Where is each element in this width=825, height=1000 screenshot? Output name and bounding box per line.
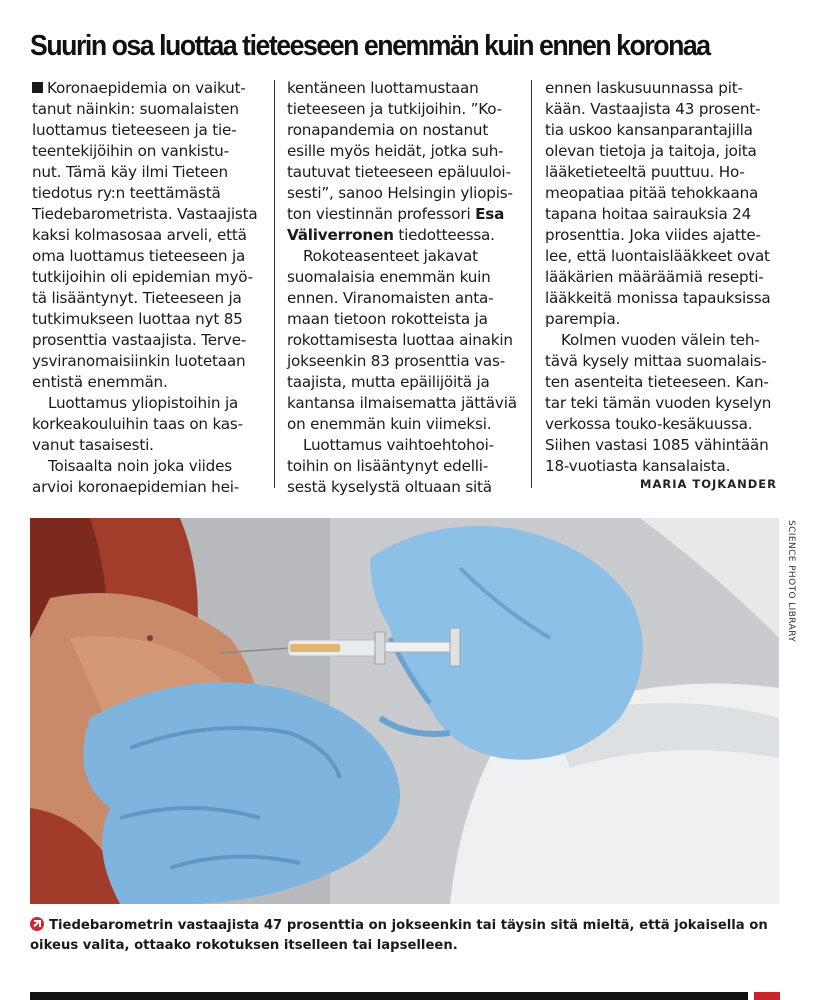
text-line: meopatiaa pitää tehokkaana xyxy=(545,184,759,202)
text-line: ten asenteita tieteeseen. Kan- xyxy=(545,373,769,391)
text-line: sestä kyselystä oltuaan sitä xyxy=(287,478,492,496)
text-line: tar teki tämän vuoden kyselyn xyxy=(545,394,772,412)
text-line: tieteeseen ja tutkijoihin. ”Ko- xyxy=(287,100,502,118)
text-line: nut. Tämä käy ilmi Tieteen xyxy=(32,163,228,181)
text-line: suomalaisia enemmän kuin xyxy=(287,268,491,286)
text-line: Väliverronen tiedotteessa. xyxy=(287,226,495,244)
text-line: prosenttia vastaajista. Terve- xyxy=(32,331,247,349)
text-line: olevan tietoja ja taitoja, joita xyxy=(545,142,757,160)
text-line: ronapandemia on nostanut xyxy=(287,121,489,139)
text-line: vanut tasaisesti. xyxy=(32,436,154,454)
text-line: lääketieteeltä puuttuu. Ho- xyxy=(545,163,745,181)
text-line: Toisaalta noin joka viides xyxy=(48,457,232,475)
text-line: tautuvat tieteeseen epäluuloi- xyxy=(287,163,511,181)
text-line: tia uskoo kansanparantajilla xyxy=(545,121,753,139)
footer-accent xyxy=(754,992,780,1000)
text-line: ton viestinnän professori Esa xyxy=(287,205,505,223)
text-line: Rokoteasenteet jakavat xyxy=(303,247,478,265)
text-line: tutkijoihin oli epidemian myö- xyxy=(32,268,253,286)
text-line: tävä kysely mittaa suomalais- xyxy=(545,352,767,370)
text-line: kään. Vastaajista 43 prosent- xyxy=(545,100,761,118)
text-line: lääkkeitä monissa tapauksissa xyxy=(545,289,771,307)
text-line: jokseenkin 83 prosenttia vas- xyxy=(287,352,506,370)
photo-credit: SCIENCE PHOTO LIBRARY xyxy=(786,520,796,643)
person-name: Esa xyxy=(475,205,505,223)
person-name: Väliverronen xyxy=(287,226,394,244)
text-line: on enemmän kuin viimeksi. xyxy=(287,415,492,433)
text-line: tapana hoitaa sairauksia 24 xyxy=(545,205,752,223)
footer-bar xyxy=(30,992,748,1000)
text-line: kaksi kolmasosaa arveli, että xyxy=(32,226,247,244)
headline: Suurin osa luottaa tieteeseen enemmän kuin ennen koronaa xyxy=(30,30,710,62)
text-line: entistä enemmän. xyxy=(32,373,168,391)
text-line: sesti”, sanoo Helsingin yliopis- xyxy=(287,184,513,202)
arrow-circle-icon xyxy=(30,917,44,931)
article-column-1 xyxy=(32,78,270,498)
byline: MARIA TOJKANDER xyxy=(640,477,777,491)
text-line: kantansa ilmaisematta jättäviä xyxy=(287,394,517,412)
text-line: esille myös heidät, jotka suh- xyxy=(287,142,504,160)
text-line: oma luottamus tieteeseen ja xyxy=(32,247,246,265)
text-line: luottamus tieteeseen ja tie- xyxy=(32,121,237,139)
text-line: 18-vuotiasta kansalaista. xyxy=(545,457,731,475)
text-line: ennen. Viranomaisten anta- xyxy=(287,289,494,307)
text-line: parempia. xyxy=(545,310,621,328)
text-line: lee, että luontaislääkkeet ovat xyxy=(545,247,770,265)
vaccination-photo xyxy=(30,518,779,904)
text-line: prosenttia. Joka viides ajatte- xyxy=(545,226,761,244)
text-line: maan tietoon rokotteista ja xyxy=(287,310,488,328)
text-line: Luottamus vaihtoehtohoi- xyxy=(303,436,494,454)
text-line: lääkärien määräämiä resepti- xyxy=(545,268,764,286)
text-line: Siihen vastasi 1085 vähintään xyxy=(545,436,769,454)
column-divider xyxy=(531,80,532,488)
text-line: Koronaepidemia on vaikut- xyxy=(32,78,270,99)
photo-caption: Tiedebarometrin vastaajista 47 prosenttia on jokseenkin tai täysin sitä mieltä, että jokaisella on oikeus valita, ottaako rokotuksen itselleen tai lapselleen. xyxy=(30,918,768,953)
text-line: Kolmen vuoden välein teh- xyxy=(561,331,760,349)
column-divider xyxy=(274,80,275,488)
text-line: tä lisääntynyt. Tieteeseen ja xyxy=(32,289,242,307)
text-line: tanut näinkin: suomalaisten xyxy=(32,100,239,118)
article-column-2 xyxy=(287,78,525,498)
square-bullet-icon xyxy=(32,82,43,93)
text-line: Tiedebarometrista. Vastaajista xyxy=(32,205,258,223)
text-line: verkossa touko-kesäkuussa. xyxy=(545,415,753,433)
text-line: tutkimukseen luottaa nyt 85 xyxy=(32,310,243,328)
text-line: tiedotus ry:n teettämästä xyxy=(32,184,221,202)
text-line: teentekijöihin on vankistu- xyxy=(32,142,229,160)
text-line: arvioi koronaepidemian hei- xyxy=(32,478,240,496)
text-line: ennen laskusuunnassa pit- xyxy=(545,79,743,97)
article-column-3 xyxy=(545,78,783,477)
text-line: Luottamus yliopistoihin ja xyxy=(48,394,239,412)
text-line: rokottamisesta luottaa ainakin xyxy=(287,331,513,349)
text-line: kentäneen luottamustaan xyxy=(287,79,479,97)
vaccination-illustration xyxy=(30,518,779,904)
text-line: toihin on lisääntynyt edelli- xyxy=(287,457,489,475)
text-line: taajista, mutta epäilijöitä ja xyxy=(287,373,490,391)
text-line: ysviranomaisiinkin luotetaan xyxy=(32,352,246,370)
text-line: korkeakouluihin taas on kas- xyxy=(32,415,243,433)
